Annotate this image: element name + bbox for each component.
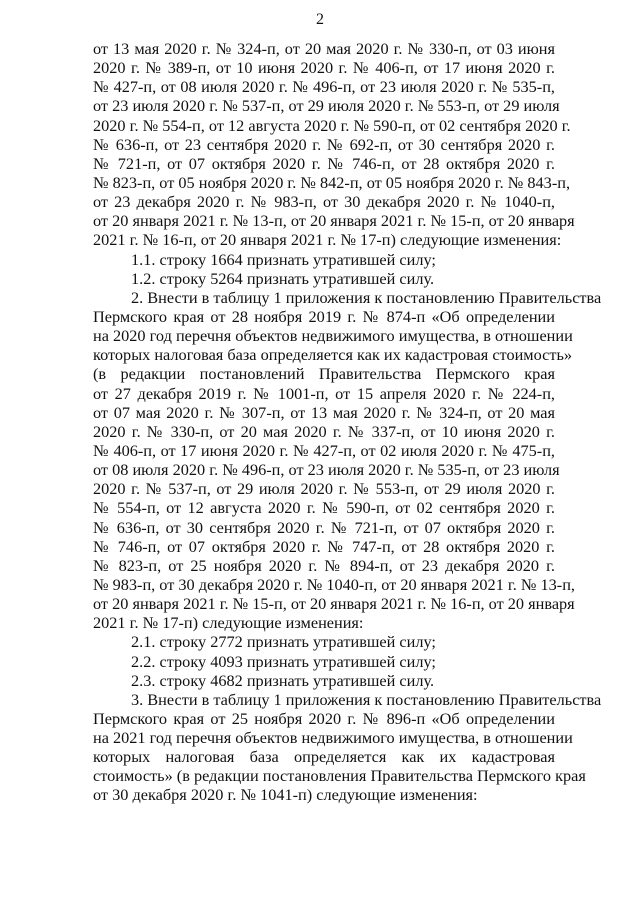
text-line: от 23 декабря 2020 г. № 983-п, от 30 декабря 2020 г. № 1040-п,	[93, 192, 555, 212]
page-number: 2	[316, 11, 324, 28]
text-line: № 636-п, от 30 сентября 2020 г. № 721-п, от 07 октября 2020 г.	[93, 517, 555, 537]
text-line: которых налоговая база определяется как их кадастровая стоимость»	[93, 345, 573, 365]
text-line: № 823-п, от 25 ноября 2020 г. № 894-п, от 23 декабря 2020 г.	[93, 555, 555, 575]
text-line: от 30 декабря 2020 г. № 1041-п) следующие изменения:	[93, 785, 478, 805]
text-line: 2020 г. № 537-п, от 29 июля 2020 г. № 553-п, от 29 июля 2020 г.	[93, 479, 555, 499]
text-line: на 2020 год перечня объектов недвижимого имущества, в отношении	[93, 326, 573, 346]
text-line: 2.1. строку 2772 признать утратившей силу;	[131, 632, 436, 652]
text-line: 2021 г. № 17-п) следующие изменения:	[93, 613, 364, 633]
text-line: от 27 декабря 2019 г. № 1001-п, от 15 апреля 2020 г. № 224-п,	[93, 383, 555, 403]
text-line: от 13 мая 2020 г. № 324-п, от 20 мая 2020 г. № 330-п, от 03 июня	[93, 39, 555, 58]
text-line: 2. Внести в таблицу 1 приложения к постановлению Правительства	[131, 287, 602, 307]
text-line: от 07 мая 2020 г. № 307-п, от 13 мая 2020 г. № 324-п, от 20 мая	[93, 402, 555, 422]
text-line: от 20 января 2021 г. № 15-п, от 20 января 2021 г. № 16-п, от 20 января	[93, 594, 575, 614]
text-line: Пермского края от 25 ноября 2020 г. № 896-п «Об определении	[93, 708, 555, 728]
text-line: от 23 июля 2020 г. № 537-п, от 29 июля 2020 г. № 553-п, от 29 июля	[93, 96, 560, 116]
text-line: на 2021 год перечня объектов недвижимого имущества, в отношении	[93, 728, 573, 748]
text-line: 3. Внести в таблицу 1 приложения к постановлению Правительства	[131, 689, 602, 709]
text-line: от 20 января 2021 г. № 13-п, от 20 января 2021 г. № 15-п, от 20 января	[93, 211, 575, 231]
text-line: № 554-п, от 12 августа 2020 г. № 590-п, от 02 сентября 2020 г.	[93, 498, 555, 518]
text-line: 1.2. строку 5264 признать утратившей силу.	[131, 268, 435, 288]
text-line: (в редакции постановлений Правительства Пермского края	[93, 364, 555, 384]
text-line: от 08 июля 2020 г. № 496-п, от 23 июля 2020 г. № 535-п, от 23 июля	[93, 460, 560, 480]
text-line: № 636-п, от 23 сентября 2020 г. № 692-п, от 30 сентября 2020 г.	[93, 134, 555, 154]
text-line: № 823-п, от 05 ноября 2020 г. № 842-п, от 05 ноября 2020 г. № 843-п,	[93, 172, 571, 192]
text-line: № 427-п, от 08 июля 2020 г. № 496-п, от 23 июля 2020 г. № 535-п,	[93, 77, 555, 97]
text-line: 2020 г. № 554-п, от 12 августа 2020 г. № 590-п, от 02 сентября 2020 г.	[93, 115, 571, 135]
text-line: № 721-п, от 07 октября 2020 г. № 746-п, от 28 октября 2020 г.	[93, 153, 555, 173]
text-line: 2.2. строку 4093 признать утратившей силу;	[131, 651, 436, 671]
text-line: которых налоговая база определяется как их кадастровая	[93, 747, 555, 767]
text-line: 1.1. строку 1664 признать утратившей силу;	[131, 249, 436, 269]
text-line: Пермского края от 28 ноября 2019 г. № 874-п «Об определении	[93, 306, 555, 326]
text-line: № 983-п, от 30 декабря 2020 г. № 1040-п, от 20 января 2021 г. № 13-п,	[93, 574, 575, 594]
text-line: стоимость» (в редакции постановления Правительства Пермского края	[93, 766, 586, 786]
text-line: 2.3. строку 4682 признать утратившей силу.	[131, 670, 435, 690]
document-body	[93, 39, 602, 805]
text-line: 2020 г. № 389-п, от 10 июня 2020 г. № 406-п, от 17 июня 2020 г.	[93, 58, 555, 78]
text-line: № 406-п, от 17 июня 2020 г. № 427-п, от 02 июля 2020 г. № 475-п,	[93, 440, 555, 460]
text-line: № 746-п, от 07 октября 2020 г. № 747-п, от 28 октября 2020 г.	[93, 536, 555, 556]
text-line: 2021 г. № 16-п, от 20 января 2021 г. № 17-п) следующие изменения:	[93, 230, 562, 250]
text-line: 2020 г. № 330-п, от 20 мая 2020 г. № 337-п, от 10 июня 2020 г.	[93, 421, 555, 441]
